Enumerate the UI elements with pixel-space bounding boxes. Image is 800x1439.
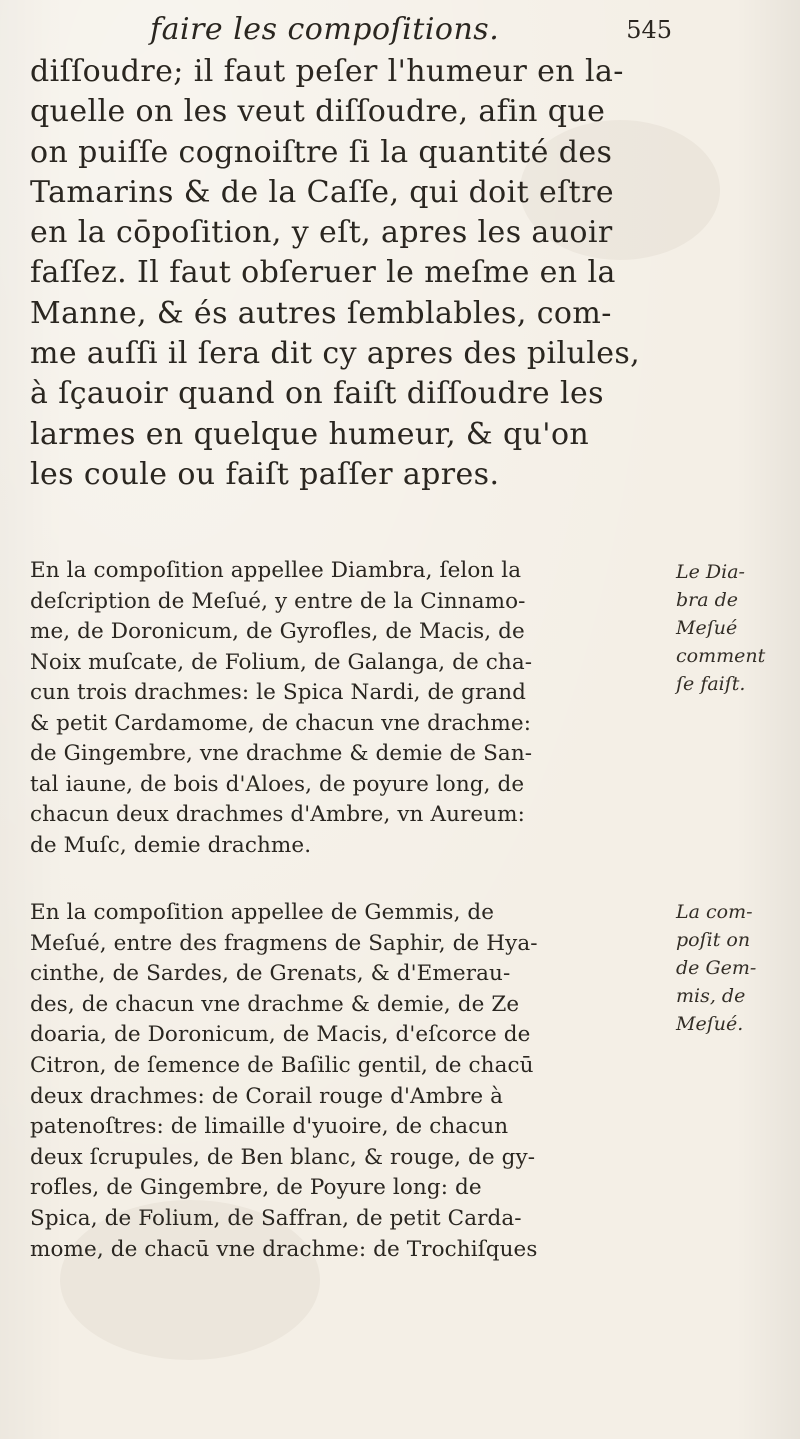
text-line: me auſſi il ſera dit cy apres des pilules,: [30, 336, 641, 372]
text-line: diſſoudre; il faut peſer l'humeur en la-: [30, 54, 624, 89]
margin-note-line: ſe faiſt.: [676, 673, 746, 695]
text-line: les coule ou faiſt paſſer apres.: [30, 456, 500, 492]
text-line: Tamarins & de la Caſſe, qui doit eſtre: [30, 174, 615, 210]
text-line: de Muſc, demie drachme.: [30, 832, 312, 858]
text-line: faſſez. Il faut obſeruer le meſme en la: [30, 255, 616, 291]
paragraph-de-gemmis: [30, 898, 730, 1265]
text-line: En la compoſition appellee de Gemmis, de: [30, 900, 495, 925]
text-line: cinthe, de Sardes, de Grenats, & d'Emerau-: [30, 961, 511, 987]
margin-note-line: bra de: [676, 589, 739, 611]
text-line: de Gingembre, vne drachme & demie de San-: [30, 741, 533, 766]
text-line: chacun deux drachmes d'Ambre, vn Aureum:: [30, 802, 525, 827]
text-line: Meſué, entre des fragmens de Saphir, de Hya-: [30, 930, 538, 956]
margin-note-line: mis, de: [676, 985, 746, 1007]
paragraph-large-type: [30, 52, 655, 495]
margin-note-diambra: [676, 558, 765, 698]
page-number: 545: [626, 16, 672, 44]
text-line: En la compoſition appellee Diambra, ſelon la: [30, 558, 522, 583]
running-head-title: faire les compoſitions.: [150, 12, 500, 47]
margin-note-line: La com-: [676, 901, 753, 923]
text-line: deux drachmes: de Corail rouge d'Ambre à: [30, 1083, 504, 1109]
text-line: quelle on les veut diſſoudre, afin que: [30, 94, 606, 130]
text-line: des, de chacun vne drachme & demie, de Ze: [30, 991, 520, 1017]
margin-note-line: comment: [676, 645, 766, 667]
text-line: doaria, de Doronicum, de Macis, d'eſcorce de: [30, 1022, 531, 1048]
text-line: patenoſtres: de limaille d'yuoire, de chacun: [30, 1114, 509, 1140]
margin-note-line: Meſué.: [676, 1013, 744, 1035]
margin-note-de-gemmis: [676, 898, 756, 1038]
text-line: en la cōpoſition, y eſt, apres les auoir: [30, 215, 613, 251]
text-line: Spica, de Folium, de Saffran, de petit Carda-: [30, 1205, 522, 1231]
text-line: à ſçauoir quand on faiſt diſſoudre les: [30, 376, 604, 412]
running-head: [140, 12, 672, 48]
margin-note-line: Le Dia-: [676, 561, 745, 583]
text-line: tal iaune, de bois d'Aloes, de poyure long, de: [30, 771, 525, 797]
text-line: larmes en quelque humeur, & qu'on: [30, 416, 590, 452]
text-line: Noix muſcate, de Folium, de Galanga, de cha-: [30, 649, 533, 675]
text-line: Citron, de ſemence de Baſilic gentil, de chacū: [30, 1052, 534, 1078]
text-line: Manne, & és autres ſemblables, com-: [30, 295, 612, 331]
text-line: deux ſcrupules, de Ben blanc, & rouge, de gy-: [30, 1144, 536, 1170]
margin-note-line: poſit on: [676, 929, 751, 951]
paragraph-diambra: [30, 556, 730, 861]
text-line: rofles, de Gingembre, de Poyure long: de: [30, 1175, 482, 1201]
text-line: me, de Doronicum, de Gyrofles, de Macis, de: [30, 619, 525, 644]
text-line: on puiſſe cognoiſtre ſi la quantité des: [30, 134, 613, 170]
text-line: deſcription de Meſué, y entre de la Cinnamo-: [30, 588, 526, 614]
text-line: & petit Cardamome, de chacun vne drachme:: [30, 710, 532, 736]
margin-note-line: Meſué: [676, 617, 738, 639]
text-line: mome, de chacū vne drachme: de Trochiſques: [30, 1236, 538, 1262]
text-line: cun trois drachmes: le Spica Nardi, de grand: [30, 680, 527, 705]
margin-note-line: de Gem-: [676, 957, 757, 979]
